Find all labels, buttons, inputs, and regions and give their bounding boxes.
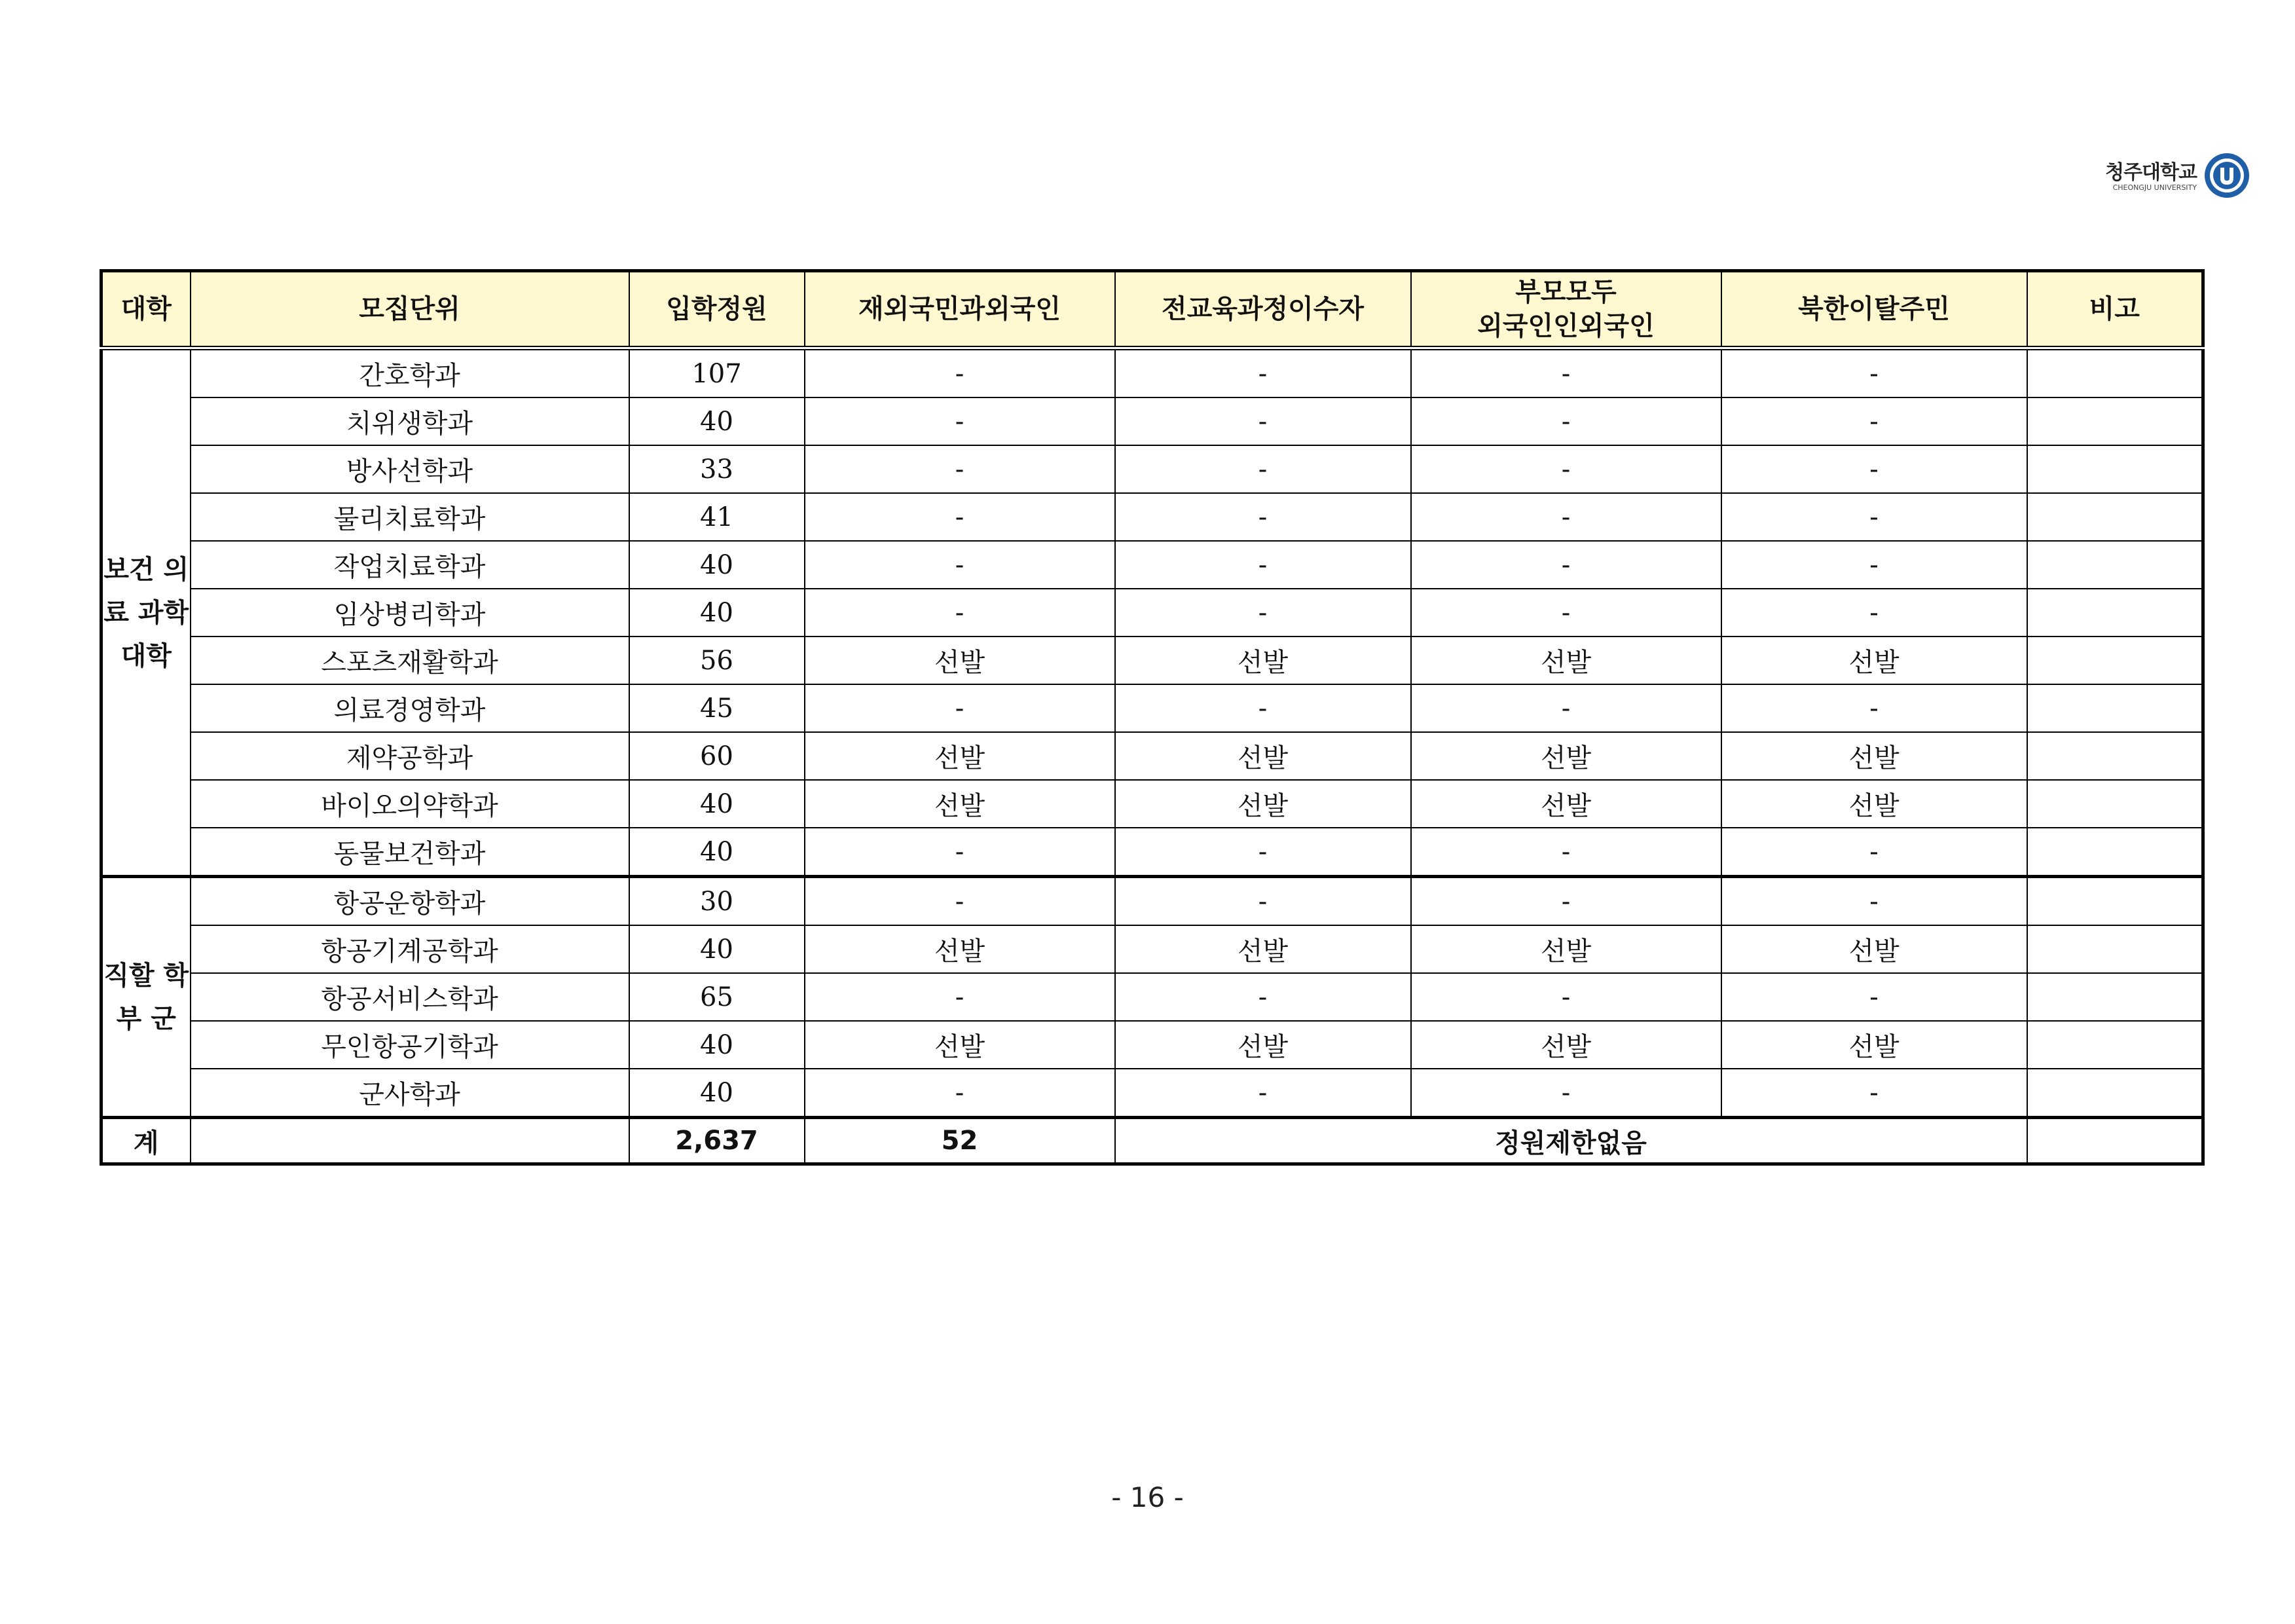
overseas-cell: 선발 xyxy=(805,732,1115,780)
remarks-cell xyxy=(2027,684,2203,732)
foreign-parents-cell: - xyxy=(1411,1069,1721,1118)
department-cell: 군사학과 xyxy=(191,1069,629,1118)
quota-cell: 40 xyxy=(629,589,805,637)
overseas-cell: - xyxy=(805,397,1115,445)
north-korean-defector-cell: 선발 xyxy=(1721,637,2027,684)
column-header: 대학 xyxy=(101,271,191,348)
north-korean-defector-cell: 선발 xyxy=(1721,925,2027,973)
remarks-cell xyxy=(2027,732,2203,780)
department-cell: 동물보건학과 xyxy=(191,828,629,877)
full-curriculum-cell: - xyxy=(1115,348,1411,398)
quota-cell: 56 xyxy=(629,637,805,684)
remarks-cell xyxy=(2027,637,2203,684)
admission-quota-table xyxy=(100,269,2205,1166)
foreign-parents-cell: 선발 xyxy=(1411,1021,1721,1069)
department-cell: 방사선학과 xyxy=(191,445,629,493)
overseas-cell: 선발 xyxy=(805,925,1115,973)
table-row xyxy=(101,589,2203,637)
foreign-parents-cell: 선발 xyxy=(1411,637,1721,684)
overseas-cell: - xyxy=(805,973,1115,1021)
overseas-cell: 선발 xyxy=(805,780,1115,828)
full-curriculum-cell: - xyxy=(1115,493,1411,541)
foreign-parents-cell: - xyxy=(1411,877,1721,926)
quota-cell: 41 xyxy=(629,493,805,541)
remarks-cell xyxy=(2027,397,2203,445)
university-logo xyxy=(2095,152,2252,204)
overseas-cell: - xyxy=(805,541,1115,589)
table-row xyxy=(101,637,2203,684)
foreign-parents-cell: 선발 xyxy=(1411,732,1721,780)
full-curriculum-cell: 선발 xyxy=(1115,1021,1411,1069)
total-unit-cell xyxy=(191,1118,629,1164)
overseas-cell: - xyxy=(805,348,1115,398)
full-curriculum-cell: 선발 xyxy=(1115,732,1411,780)
north-korean-defector-cell: 선발 xyxy=(1721,780,2027,828)
remarks-cell xyxy=(2027,493,2203,541)
north-korean-defector-cell: - xyxy=(1721,397,2027,445)
north-korean-defector-cell: 선발 xyxy=(1721,1021,2027,1069)
column-header: 북한이탈주민 xyxy=(1721,271,2027,348)
remarks-cell xyxy=(2027,348,2203,398)
quota-cell: 30 xyxy=(629,877,805,926)
logo-name-en: CHEONGJU UNIVERSITY xyxy=(2112,183,2197,192)
department-cell: 작업치료학과 xyxy=(191,541,629,589)
table-row xyxy=(101,732,2203,780)
table-row xyxy=(101,445,2203,493)
quota-cell: 40 xyxy=(629,397,805,445)
department-cell: 무인항공기학과 xyxy=(191,1021,629,1069)
foreign-parents-cell: - xyxy=(1411,493,1721,541)
full-curriculum-cell: - xyxy=(1115,541,1411,589)
full-curriculum-cell: - xyxy=(1115,589,1411,637)
foreign-parents-cell: - xyxy=(1411,973,1721,1021)
table-row xyxy=(101,397,2203,445)
full-curriculum-cell: - xyxy=(1115,684,1411,732)
table-row xyxy=(101,877,2203,926)
north-korean-defector-cell: 선발 xyxy=(1721,732,2027,780)
table-row xyxy=(101,828,2203,877)
north-korean-defector-cell: - xyxy=(1721,877,2027,926)
overseas-cell: - xyxy=(805,589,1115,637)
quota-cell: 65 xyxy=(629,973,805,1021)
department-cell: 바이오의약학과 xyxy=(191,780,629,828)
table-header-row xyxy=(101,271,2203,348)
department-cell: 치위생학과 xyxy=(191,397,629,445)
north-korean-defector-cell: - xyxy=(1721,493,2027,541)
logo-name-ko: 청주대학교 xyxy=(2105,161,2197,184)
column-header: 부모모두 외국인인외국인 xyxy=(1411,271,1721,348)
quota-cell: 40 xyxy=(629,925,805,973)
department-cell: 간호학과 xyxy=(191,348,629,398)
foreign-parents-cell: - xyxy=(1411,397,1721,445)
foreign-parents-cell: - xyxy=(1411,589,1721,637)
overseas-cell: - xyxy=(805,828,1115,877)
foreign-parents-cell: 선발 xyxy=(1411,780,1721,828)
quota-cell: 40 xyxy=(629,828,805,877)
table-row xyxy=(101,973,2203,1021)
table-row xyxy=(101,541,2203,589)
quota-cell: 45 xyxy=(629,684,805,732)
remarks-cell xyxy=(2027,973,2203,1021)
north-korean-defector-cell: - xyxy=(1721,541,2027,589)
overseas-cell: - xyxy=(805,1069,1115,1118)
north-korean-defector-cell: - xyxy=(1721,973,2027,1021)
foreign-parents-cell: - xyxy=(1411,445,1721,493)
total-note-cell: 정원제한없음 xyxy=(1115,1118,2027,1164)
full-curriculum-cell: 선발 xyxy=(1115,780,1411,828)
total-remarks-cell xyxy=(2027,1118,2203,1164)
page-number: - 16 - xyxy=(1111,1481,1184,1513)
quota-cell: 40 xyxy=(629,1021,805,1069)
quota-cell: 40 xyxy=(629,541,805,589)
foreign-parents-cell: - xyxy=(1411,348,1721,398)
remarks-cell xyxy=(2027,1069,2203,1118)
college-name-cell: 직할 학부 군 xyxy=(101,877,191,1118)
full-curriculum-cell: - xyxy=(1115,973,1411,1021)
overseas-cell: - xyxy=(805,493,1115,541)
column-header: 전교육과정이수자 xyxy=(1115,271,1411,348)
north-korean-defector-cell: - xyxy=(1721,1069,2027,1118)
overseas-cell: 선발 xyxy=(805,637,1115,684)
table-row xyxy=(101,925,2203,973)
remarks-cell xyxy=(2027,780,2203,828)
remarks-cell xyxy=(2027,541,2203,589)
table-row xyxy=(101,780,2203,828)
remarks-cell xyxy=(2027,589,2203,637)
table-row xyxy=(101,348,2203,398)
department-cell: 항공서비스학과 xyxy=(191,973,629,1021)
full-curriculum-cell: - xyxy=(1115,397,1411,445)
north-korean-defector-cell: - xyxy=(1721,445,2027,493)
table-row xyxy=(101,493,2203,541)
full-curriculum-cell: - xyxy=(1115,445,1411,493)
department-cell: 의료경영학과 xyxy=(191,684,629,732)
department-cell: 제약공학과 xyxy=(191,732,629,780)
north-korean-defector-cell: - xyxy=(1721,589,2027,637)
full-curriculum-cell: - xyxy=(1115,828,1411,877)
total-overseas-cell: 52 xyxy=(805,1118,1115,1164)
north-korean-defector-cell: - xyxy=(1721,348,2027,398)
college-name-cell: 보건 의료 과학 대학 xyxy=(101,348,191,877)
foreign-parents-cell: - xyxy=(1411,684,1721,732)
remarks-cell xyxy=(2027,877,2203,926)
overseas-cell: - xyxy=(805,877,1115,926)
foreign-parents-cell: - xyxy=(1411,828,1721,877)
column-header: 모집단위 xyxy=(191,271,629,348)
column-header: 비고 xyxy=(2027,271,2203,348)
north-korean-defector-cell: - xyxy=(1721,684,2027,732)
total-quota-cell: 2,637 xyxy=(629,1118,805,1164)
table-row xyxy=(101,1021,2203,1069)
department-cell: 임상병리학과 xyxy=(191,589,629,637)
quota-cell: 107 xyxy=(629,348,805,398)
foreign-parents-cell: - xyxy=(1411,541,1721,589)
remarks-cell xyxy=(2027,445,2203,493)
overseas-cell: - xyxy=(805,684,1115,732)
overseas-cell: - xyxy=(805,445,1115,493)
quota-cell: 40 xyxy=(629,1069,805,1118)
remarks-cell xyxy=(2027,925,2203,973)
full-curriculum-cell: 선발 xyxy=(1115,925,1411,973)
department-cell: 물리치료학과 xyxy=(191,493,629,541)
column-header: 재외국민과외국인 xyxy=(805,271,1115,348)
remarks-cell xyxy=(2027,1021,2203,1069)
foreign-parents-cell: 선발 xyxy=(1411,925,1721,973)
full-curriculum-cell: 선발 xyxy=(1115,637,1411,684)
column-header: 입학정원 xyxy=(629,271,805,348)
university-emblem-icon xyxy=(2203,152,2250,199)
remarks-cell xyxy=(2027,828,2203,877)
table-row xyxy=(101,1069,2203,1118)
quota-cell: 60 xyxy=(629,732,805,780)
total-row xyxy=(101,1118,2203,1164)
overseas-cell: 선발 xyxy=(805,1021,1115,1069)
table-row xyxy=(101,684,2203,732)
quota-cell: 40 xyxy=(629,780,805,828)
full-curriculum-cell: - xyxy=(1115,1069,1411,1118)
full-curriculum-cell: - xyxy=(1115,877,1411,926)
department-cell: 스포츠재활학과 xyxy=(191,637,629,684)
department-cell: 항공운항학과 xyxy=(191,877,629,926)
north-korean-defector-cell: - xyxy=(1721,828,2027,877)
department-cell: 항공기계공학과 xyxy=(191,925,629,973)
quota-cell: 33 xyxy=(629,445,805,493)
total-label-cell: 계 xyxy=(101,1118,191,1164)
